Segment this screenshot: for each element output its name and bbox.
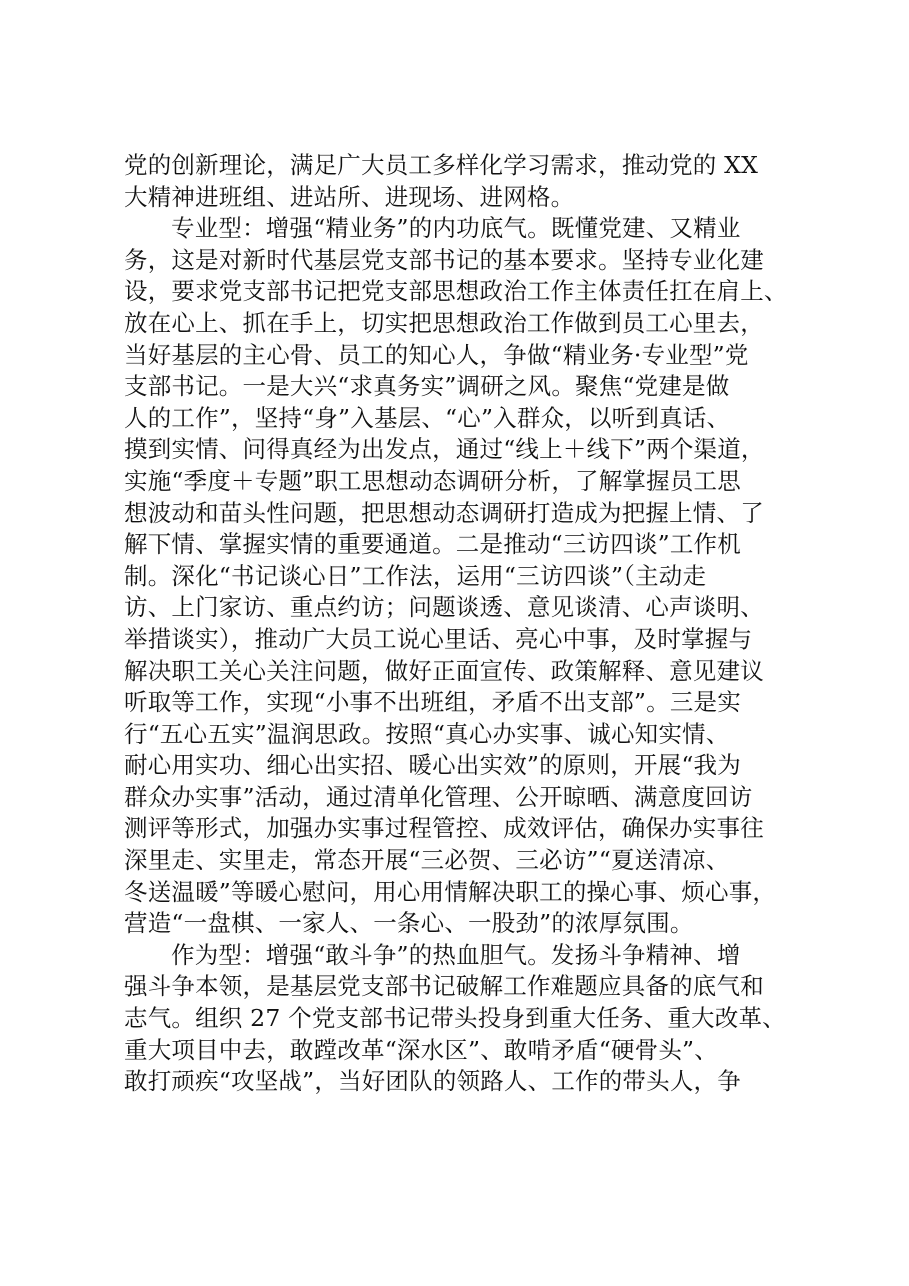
text-line: 举措谈实），推动广大员工说心里话、亮心中事，及时掌握与: [124, 624, 753, 653]
text-line: 冬送温暖”等暖心慰问，用心用情解决职工的操心事、烦心事，: [124, 877, 777, 906]
text-line: 群众办实事”活动，通过清单化管理、公开晾晒、满意度回访: [124, 782, 753, 811]
text-line: 解决职工关心关注问题，做好正面宣传、政策解释、意见建议: [124, 656, 764, 685]
text-line: 想波动和苗头性问题，把思想动态调研打造成为把握上情、了: [124, 498, 764, 527]
text-line: 耐心用实功、细心出实招、暖心出实效”的原则，开展“我为: [124, 751, 741, 780]
text-line: 访、上门家访、重点约访；问题谈透、意见谈清、心声谈明、: [124, 593, 764, 622]
text-line: 务，这是对新时代基层党支部书记的基本要求。坚持专业化建: [124, 245, 764, 274]
text-line: 当好基层的主心骨、员工的知心人，争做“精业务·专业型”党: [124, 340, 749, 369]
text-line: 测评等形式，加强办实事过程管控、成效评估，确保办实事往: [124, 814, 764, 843]
paragraph-first-line: 专业型：增强“精业务”的内功底气。既懂党建、又精业: [171, 214, 741, 243]
paragraph-first-line: 作为型：增强“敢斗争”的热血胆气。发扬斗争精神、增: [171, 940, 741, 969]
text-line: 制。深化“书记谈心日”工作法，运用“三访四谈”（主动走: [124, 561, 707, 590]
text-line: 重大项目中去，敢蹚改革“深水区”、敢啃矛盾“硬骨头”、: [124, 1035, 718, 1064]
text-line: 敢打顽疾“攻坚战”，当好团队的领路人、工作的带头人，争: [124, 1067, 741, 1096]
text-line: 营造“一盘棋、一家人、一条心、一股劲”的浓厚氛围。: [124, 909, 694, 938]
text-line: 听取等工作，实现“小事不出班组，矛盾不出支部”。三是实: [124, 688, 741, 717]
text-line: 强斗争本领，是基层党支部书记破解工作难题应具备的底气和: [124, 972, 764, 1001]
text-line: 党的创新理论，满足广大员工多样化学习需求，推动党的 XX: [124, 151, 759, 179]
text-line: 志气。组织 27 个党支部书记带头投身到重大任务、重大改革、: [124, 1004, 786, 1033]
text-line: 放在心上、抓在手上，切实把思想政治工作做到员工心里去，: [124, 308, 764, 337]
text-line: 支部书记。一是大兴“求真务实”调研之风。聚焦“党建是做: [124, 372, 730, 401]
text-line: 摸到实情、问得真经为出发点，通过“线上＋线下”两个渠道，: [124, 435, 765, 464]
text-line: 解下情、掌握实情的重要通道。二是推动“三访四谈”工作机: [124, 530, 741, 559]
text-line: 实施“季度＋专题”职工思想动态调研分析，了解掌握员工思: [124, 466, 741, 495]
text-line: 人的工作”，坚持“身”入基层、“心”入群众，以听到真话、: [124, 403, 731, 432]
text-line: 深里走、实里走，常态开展“三必贺、三必访”“夏送清凉、: [124, 846, 730, 875]
text-line: 设，要求党支部书记把党支部思想政治工作主体责任扛在肩上、: [124, 277, 788, 306]
text-line: 大精神进班组、进站所、进现场、进网格。: [124, 182, 575, 211]
document-body: [124, 150, 810, 1098]
text-line: 行“五心五实”温润思政。按照“真心办实事、诚心知实情、: [124, 719, 730, 748]
